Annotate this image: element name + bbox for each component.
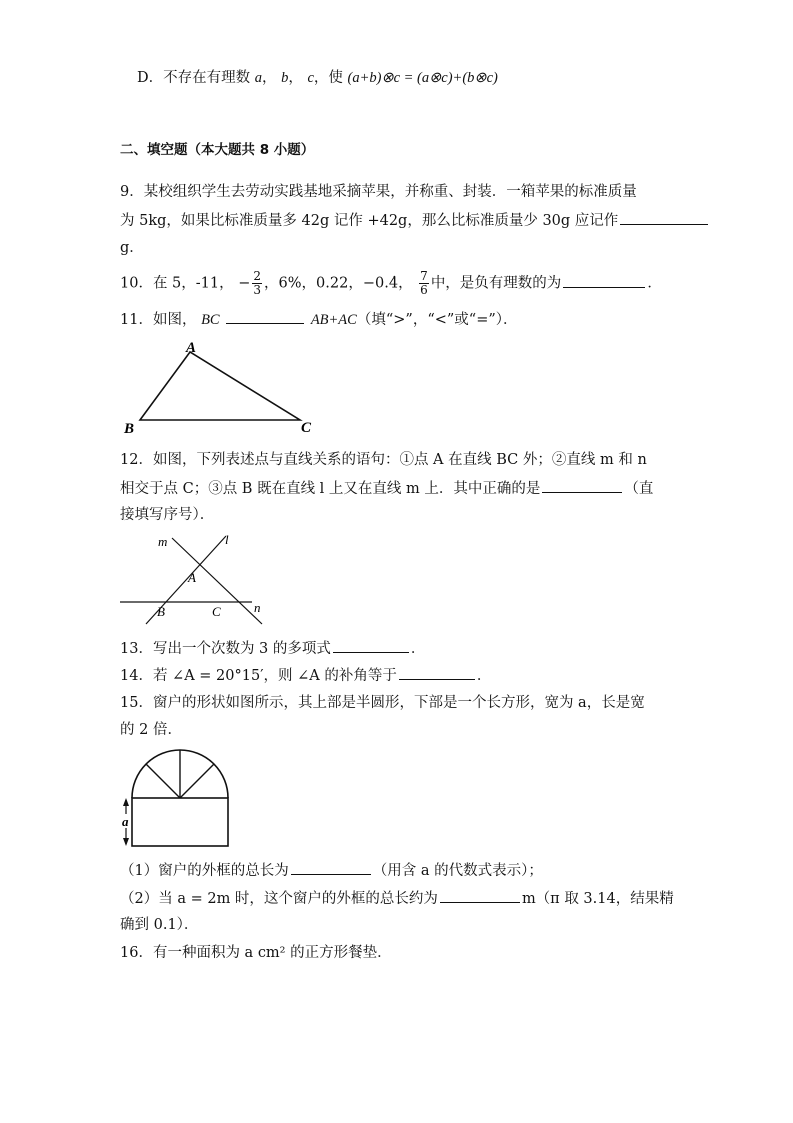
q15-sub1 bbox=[120, 860, 543, 881]
q15-sub2-text: （2）当 a = 2m 时，这个窗户的外框的总长约为 bbox=[120, 891, 438, 907]
q14 bbox=[120, 665, 491, 686]
q9-line1: 9．某校组织学生去劳动实践基地采摘苹果，并称重、封装．一箱苹果的标准质量 bbox=[120, 184, 637, 200]
q12-line3: 接填写序号）． bbox=[120, 507, 215, 523]
line-label-n: n bbox=[254, 600, 261, 615]
q15-sub2 bbox=[120, 888, 674, 909]
q15-sub2-cont: 确到 0.1）． bbox=[120, 917, 199, 933]
point-label-c: C bbox=[212, 604, 221, 619]
point-label-b: B bbox=[157, 604, 165, 619]
q10-part3: 中，是负有理数的为 bbox=[430, 275, 562, 292]
q11-part1: 11．如图， bbox=[120, 312, 197, 328]
window-bar bbox=[146, 764, 180, 798]
answer-blank[interactable] bbox=[291, 860, 371, 875]
q12-line2 bbox=[120, 478, 653, 499]
vertex-label-a: A bbox=[186, 340, 197, 356]
triangle-figure bbox=[118, 340, 328, 440]
q15-sub1-text: （1）窗户的外框的总长为 bbox=[120, 863, 289, 879]
window-bar bbox=[180, 764, 214, 798]
fraction-2-3 bbox=[252, 270, 262, 297]
lines-figure bbox=[118, 530, 278, 625]
q13-text: 13．写出一个次数为 3 的多项式 bbox=[120, 641, 331, 657]
q9-line2 bbox=[120, 210, 710, 231]
segment-bc: BC bbox=[201, 312, 220, 328]
vertex-label-c: C bbox=[301, 420, 312, 436]
arrow-down bbox=[123, 838, 129, 846]
answer-blank[interactable] bbox=[542, 478, 622, 493]
point-label-a: A bbox=[188, 570, 196, 585]
separator: ， bbox=[261, 70, 277, 86]
q9-line2-text: 为 5kg，如果比标准质量多 42g 记作 +42g，那么比标准质量少 30g 应记作 bbox=[120, 213, 619, 229]
q11-part2: （填“>”，“<”或“=”）． bbox=[356, 312, 518, 328]
var-a: a bbox=[254, 70, 262, 86]
q10 bbox=[120, 270, 662, 297]
var-b: b bbox=[281, 70, 289, 86]
rectangle-frame bbox=[132, 798, 228, 846]
q14-text: 14．若 ∠A = 20°15′，则 ∠A 的补角等于 bbox=[120, 668, 397, 684]
q15-line2: 的 2 倍． bbox=[120, 722, 182, 738]
option-d-prefix: D．不存在有理数 bbox=[137, 70, 251, 86]
q12-line2-end: （直 bbox=[624, 481, 654, 497]
q13 bbox=[120, 638, 425, 659]
q10-part2: ，6%，0.22， bbox=[264, 275, 363, 292]
fraction-7-6 bbox=[419, 270, 429, 297]
separator: ， bbox=[398, 275, 413, 292]
period: ． bbox=[410, 641, 426, 657]
separator: ， bbox=[288, 70, 303, 86]
q15-sub1-end: （用含 a 的代数式表示）； bbox=[372, 863, 543, 879]
triangle-abc bbox=[140, 352, 300, 420]
q11 bbox=[120, 309, 518, 330]
option-d-formula: (a+b)⊗c = (a⊗c)+(b⊗c) bbox=[347, 70, 498, 86]
period: ． bbox=[476, 668, 492, 684]
numerator: 2 bbox=[253, 269, 262, 283]
window-figure bbox=[118, 750, 238, 850]
q9-line3: g． bbox=[120, 240, 144, 256]
numerator: 7 bbox=[420, 269, 428, 283]
vertex-label-b: B bbox=[124, 421, 135, 437]
answer-blank[interactable] bbox=[563, 273, 645, 288]
answer-blank[interactable] bbox=[333, 638, 409, 653]
denominator: 6 bbox=[420, 283, 428, 297]
answer-blank[interactable] bbox=[399, 665, 475, 680]
arrow-up bbox=[123, 798, 129, 806]
answer-blank[interactable] bbox=[226, 309, 304, 324]
expr-ab-ac: AB+AC bbox=[310, 312, 357, 328]
var-c: c bbox=[307, 70, 314, 86]
denominator: 3 bbox=[253, 283, 262, 297]
period: ． bbox=[647, 275, 662, 292]
q16: 16．有一种面积为 a cm² 的正方形餐垫． bbox=[120, 945, 392, 961]
q15-sub2-end: m（π 取 3.14，结果精 bbox=[521, 891, 674, 907]
option-d bbox=[137, 68, 498, 88]
line-label-m: m bbox=[158, 534, 168, 549]
q10-part1: 10．在 5，-11， bbox=[120, 275, 234, 292]
option-d-mid: ，使 bbox=[313, 70, 343, 86]
q12-line2-text: 相交于点 C；③点 B 既在直线 l 上又在直线 m 上．其中正确的是 bbox=[120, 481, 541, 497]
repeating-decimal: −0.4̇ bbox=[362, 275, 399, 292]
q12-line1: 12．如图，下列表述点与直线关系的语句：①点 A 在直线 BC 外；②直线 m 和 n bbox=[120, 452, 647, 468]
q15-line1: 15．窗户的形状如图所示，其上部是半圆形，下部是一个长方形，宽为 a，长是宽 bbox=[120, 695, 645, 711]
minus-sign: − bbox=[238, 275, 251, 292]
answer-blank[interactable] bbox=[620, 210, 708, 225]
section-title: 二、填空题（本大题共 8 小题） bbox=[120, 142, 315, 158]
line-label-l: l bbox=[225, 532, 229, 547]
dimension-label-a: a bbox=[122, 814, 129, 829]
answer-blank[interactable] bbox=[440, 888, 520, 903]
